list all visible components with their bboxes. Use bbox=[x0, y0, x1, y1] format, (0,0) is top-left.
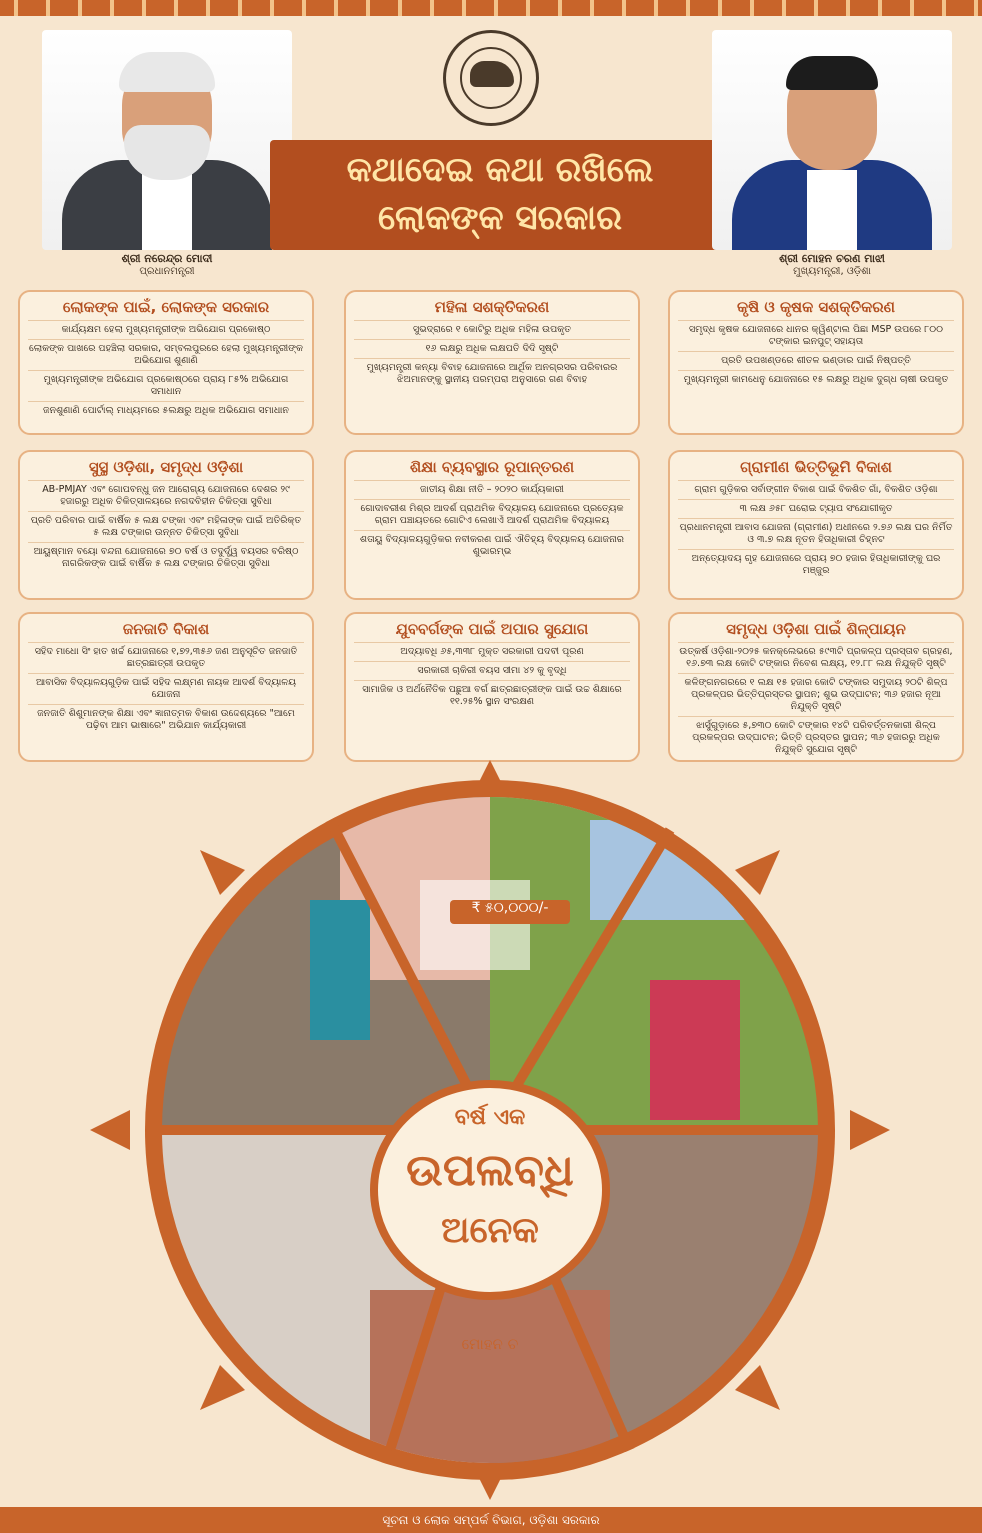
portrait-prime-minister bbox=[42, 30, 292, 250]
card-item: ଆୟୁଷ୍ମାନ ବୟୋ ବନ୍ଦନା ଯୋଜନାରେ ୭୦ ବର୍ଷ ଓ ତଦୁର୍ଦ୍ଧ୍ୱ ବୟସର ବରିଷ୍ଠ ନାଗରିକଙ୍କ ପାଇଁ ବାର୍ଷିକ ୫ ଲକ୍ଷ ଟଙ୍କାର ଚିକିତ୍ସା ସୁବିଧା bbox=[28, 542, 304, 573]
card-item: ସୁଭଦ୍ରାରେ ୧ କୋଟିରୁ ଅଧିକ ମହିଳା ଉପକୃତ bbox=[354, 320, 630, 339]
hub-text-line-2: ଉପଲବ୍ଧି bbox=[406, 1145, 574, 1196]
card-item: ଆବାସିକ ବିଦ୍ୟାଳୟଗୁଡ଼ିକ ପାଇଁ ସହିଦ ଲକ୍ଷ୍ମଣ ନାୟକ ଆଦର୍ଶ ବିଦ୍ୟାଳୟ ଯୋଜନା bbox=[28, 673, 304, 704]
card-item: ଲୋକଙ୍କ ପାଖରେ ପହଞ୍ଚିଲା ସରକାର, ସମ୍ବଲପୁରରେ ହେଲା ମୁଖ୍ୟମନ୍ତ୍ରୀଙ୍କ ଅଭିଯୋଗ ଶୁଣାଣି bbox=[28, 339, 304, 370]
card-item: AB-PMJAY ଏବଂ ଗୋପବନ୍ଧୁ ଜନ ଆରୋଗ୍ୟ ଯୋଜନାରେ ଦେଶର ୨୯ ହଜାରରୁ ଅଧିକ ଚିକିତ୍ସାଳୟରେ ନଗଦବିହୀନ ଚିକିତ୍ସା ସୁବିଧା bbox=[28, 480, 304, 511]
card-title: କୃଷି ଓ କୃଷକ ସଶକ୍ତିକରଣ bbox=[737, 298, 895, 316]
odisha-emblem-icon bbox=[443, 30, 539, 126]
card-item: ଝାର୍ସୁଗୁଡ଼ାରେ ୫,୭୩୦ କୋଟି ଟଙ୍କାର ୧୪ଟି ପରିବର୍ତ୍ତନକାରୀ ଶିଳ୍ପ ପ୍ରକଳ୍ପର ଉଦ୍‌ଘାଟନ; ଭିତ୍ତି ପ୍ରସ୍ତର ସ୍ଥାପନ; ୩୬ ହଜାରରୁ ଅଧିକ ନିଯୁକ୍ତି ସୁଯୋଗ ସୃଷ୍ଟି bbox=[678, 716, 954, 759]
shirt-shape bbox=[807, 170, 857, 250]
wheel-spike bbox=[735, 850, 780, 895]
right-leader-role: ମୁଖ୍ୟମନ୍ତ୍ରୀ, ଓଡ଼ିଶା bbox=[793, 266, 871, 277]
card-industrialization bbox=[668, 612, 964, 762]
card-item: ଜନଜାତି ଶିଶୁମାନଙ୍କ ଶିକ୍ଷା ଏବଂ ଜ୍ଞାନାତ୍ମକ ବିକାଶ ଉଦ୍ଦେଶ୍ୟରେ "ଆମେ ପଢ଼ିବା ଆମ ଭାଷାରେ" ଅଭିଯାନ କାର୍ଯ୍ୟକାରୀ bbox=[28, 704, 304, 735]
card-item: ଗ୍ରାମ ଗୁଡ଼ିକର ସର୍ବାଙ୍ଗୀନ ବିକାଶ ପାଇଁ ବିକଶିତ ଗାଁ, ବିକଶିତ ଓଡ଼ିଶା bbox=[678, 480, 954, 499]
card-item: ୩ ଲକ୍ଷ ୬୫୮ ଘରୋଇ ଟ୍ୟାପ ସଂଯୋଗୀକୃତ bbox=[678, 499, 954, 518]
card-item: ମୁଖ୍ୟମନ୍ତ୍ରୀ କନ୍ୟା ବିବାହ ଯୋଜନାରେ ଆର୍ଥିକ ଅନଗ୍ରସର ପରିବାରର ଝିଅମାନଙ୍କୁ ସ୍ଥାନୀୟ ପରମ୍ପରା ଅନୁସାରେ ଗଣ ବିବାହ bbox=[354, 358, 630, 389]
title-line-2: ଲୋକଙ୍କ ସରକାର bbox=[377, 198, 623, 238]
shirt-shape bbox=[142, 170, 192, 250]
card-item: ପ୍ରତି ଉପଖଣ୍ଡରେ ଶୀତଳ ଭଣ୍ଡାର ପାଇଁ ନିଷ୍ପତ୍ତି bbox=[678, 351, 954, 370]
title-line-1: କଥାଦେଇ କଥା ରଖିଲେ bbox=[346, 150, 654, 190]
card-title: ଜନଜାତି ବିକାଶ bbox=[122, 620, 210, 638]
card-youth-opportunity bbox=[344, 612, 640, 762]
achievement-wheel bbox=[70, 760, 910, 1500]
card-title: ମହିଳା ସଶକ୍ତିକରଣ bbox=[434, 298, 550, 316]
worker-shape bbox=[310, 900, 370, 1040]
portrait-chief-minister bbox=[712, 30, 952, 250]
card-women-empowerment bbox=[344, 290, 640, 435]
right-leader-name: ଶ୍ରୀ ମୋହନ ଚରଣ ମାଝୀ bbox=[779, 252, 885, 265]
wheel-spike bbox=[850, 1110, 890, 1150]
card-item: ମୁଖ୍ୟମନ୍ତ୍ରୀଙ୍କ ଅଭିଯୋଗ ପ୍ରକୋଷ୍ଠରେ ପ୍ରାୟ ୮୫% ଅଭିଯୋଗ ସମାଧାନ bbox=[28, 370, 304, 401]
card-title: ଯୁବବର୍ଗଙ୍କ ପାଇଁ ଅପାର ସୁଯୋଗ bbox=[395, 620, 589, 638]
left-leader-name: ଶ୍ରୀ ନରେନ୍ଦ୍ର ମୋଦୀ bbox=[121, 252, 213, 265]
card-title: ସୁସ୍ଥ ଓଡ଼ିଶା, ସମୃଦ୍ଧ ଓଡ଼ିଶା bbox=[88, 458, 244, 476]
card-title: ସମୃଦ୍ଧ ଓଡ଼ିଶା ପାଇଁ ଶିଳ୍ପାୟନ bbox=[726, 620, 906, 638]
cheque-amount: ₹ ୫୦,୦୦୦/- bbox=[450, 900, 570, 924]
hub-text-line-1: ବର୍ଷ ଏକ bbox=[454, 1105, 526, 1130]
decorative-top-border bbox=[0, 0, 982, 16]
card-people-government bbox=[18, 290, 314, 435]
wheel-spike bbox=[200, 1365, 245, 1410]
card-title: ଶିକ୍ଷା ବ୍ୟବସ୍ଥାର ରୂପାନ୍ତରଣ bbox=[409, 458, 575, 476]
card-item: ଉତ୍କର୍ଷ ଓଡ଼ିଶା-୨୦୨୫ କନକ୍ଲେଭରେ ୫୯୩ଟି ପ୍ରକଳ୍ପ ପ୍ରସ୍ତାବ ଗ୍ରହଣ, ୧୬.୭୩ ଲକ୍ଷ କୋଟି ଟଙ୍କାର ନିବେଶ ଲକ୍ଷ୍ୟ, ୧୨.୮୮ ଲକ୍ଷ ନିଯୁକ୍ତି ସୃଷ୍ଟି bbox=[678, 642, 954, 673]
card-rural-infrastructure bbox=[668, 450, 964, 600]
card-item: ଗୋଦାବରୀଶ ମିଶ୍ର ଆଦର୍ଶ ପ୍ରାଥମିକ ବିଦ୍ୟାଳୟ ଯୋଜନାରେ ପ୍ରତ୍ୟେକ ଗ୍ରାମ ପଞ୍ଚାୟତରେ ଗୋଟିଏ ଲେଖାଏଁ ଆଦର୍ଶ ପ୍ରାଥମିକ ବିଦ୍ୟାଳୟ bbox=[354, 499, 630, 530]
left-leader-role: ପ୍ରଧାନମନ୍ତ୍ରୀ bbox=[139, 266, 195, 277]
card-item: ସରକାରୀ ଚାକିରୀ ବୟସ ସୀମା ୪୨ କୁ ବୃଦ୍ଧି bbox=[354, 661, 630, 680]
card-item: ପ୍ରଧାନମନ୍ତ୍ରୀ ଆବାସ ଯୋଜନା (ଗ୍ରାମୀଣ) ଅଧୀନରେ ୨.୭୬ ଲକ୍ଷ ଘର ନିର୍ମିତ ଓ ୩.୭ ଲକ୍ଷ ନୂତନ ହିତାଧିକାରୀ ଚିହ୍ନଟ bbox=[678, 518, 954, 549]
wheel-spike bbox=[90, 1110, 130, 1150]
hub-text-line-3: ଅନେକ bbox=[441, 1210, 539, 1251]
card-item: ସହିଦ ମାଧୋ ସିଂ ହାତ ଖର୍ଚ୍ଚ ଯୋଜନାରେ ୧,୭୨,୩୫୬ ଜଣ ଅନୁସୂଚିତ ଜନଜାତି ଛାତ୍ରଛାତ୍ରୀ ଉପକୃତ bbox=[28, 642, 304, 673]
card-item: ଶତାୟୁ ବିଦ୍ୟାଳୟଗୁଡ଼ିକର ନବୀକରଣ ପାଇଁ ଐତିହ୍ୟ ବିଦ୍ୟାଳୟ ଯୋଜନାର ଶୁଭାରମ୍ଭ bbox=[354, 530, 630, 561]
event-banner-text: ମୋହନ ଚ bbox=[461, 1335, 519, 1353]
card-healthy-odisha bbox=[18, 450, 314, 600]
hair-shape bbox=[786, 56, 878, 90]
card-item: କାର୍ଯ୍ୟକ୍ଷମ ହେଲା ମୁଖ୍ୟମନ୍ତ୍ରୀଙ୍କ ଅଭିଯୋଗ ପ୍ରକୋଷ୍ଠ bbox=[28, 320, 304, 339]
card-tribal-development bbox=[18, 612, 314, 762]
card-item: ଜାତୀୟ ଶିକ୍ଷା ନୀତି – ୨୦୨୦ କାର୍ଯ୍ୟକାରୀ bbox=[354, 480, 630, 499]
hair-shape bbox=[119, 52, 215, 92]
card-item: ସାମାଜିକ ଓ ଅର୍ଥନୈତିକ ପଛୁଆ ବର୍ଗ ଛାତ୍ରଛାତ୍ରୀଙ୍କ ପାଇଁ ଉଚ୍ଚ ଶିକ୍ଷାରେ ୧୧.୨୫% ସ୍ଥାନ ସଂରକ୍ଷଣ bbox=[354, 680, 630, 711]
card-item: କଳିଙ୍ଗନଗରରେ ୧ ଲକ୍ଷ ୧୫ ହଜାର କୋଟି ଟଙ୍କାର ସମୁଦାୟ ୨୦ଟି ଶିଳ୍ପ ପ୍ରକଳ୍ପର ଭିତ୍ତିପ୍ରସ୍ତର ସ୍ଥାପନ; ଶୁଭ ଉଦ୍‌ଘାଟନ; ୩୬ ହଜାର ନୂଆ ନିଯୁକ୍ତି ସୃଷ୍ଟି bbox=[678, 673, 954, 716]
card-item: ଅଦ୍ୟାବଧି ୬୫,୩୩୮ ମୁକ୍ତ ସରକାରୀ ପଦବୀ ପୂରଣ bbox=[354, 642, 630, 661]
farmer-shape bbox=[650, 980, 740, 1120]
cheque-shape bbox=[420, 880, 530, 970]
wheel-spike bbox=[200, 850, 245, 895]
card-title: ଲୋକଙ୍କ ପାଇଁ, ଲୋକଙ୍କ ସରକାର bbox=[62, 298, 270, 316]
card-item: ପ୍ରତି ପରିବାର ପାଇଁ ବାର୍ଷିକ ୫ ଲକ୍ଷ ଟଙ୍କା ଏବଂ ମହିଳାଙ୍କ ପାଇଁ ଅତିରିକ୍ତ ୫ ଲକ୍ଷ ଟଙ୍କାର ଉନ୍ନତ ଚିକିତ୍ସା ସୁବିଧା bbox=[28, 511, 304, 542]
card-title: ଗ୍ରାମୀଣ ଭିତ୍ତିଭୂମି ବିକାଶ bbox=[740, 458, 892, 476]
card-item: ମୁଖ୍ୟମନ୍ତ୍ରୀ କାମଧେନୁ ଯୋଜନାରେ ୧୫ ଲକ୍ଷରୁ ଅଧିକ ଦୁଗ୍ଧ ଚାଷୀ ଉପକୃତ bbox=[678, 370, 954, 389]
card-item: ଅନ୍ତ୍ୟୋଦୟ ଗୃହ ଯୋଜନାରେ ପ୍ରାୟ ୭୦ ହଜାର ହିତାଧିକାରୀଙ୍କୁ ଘର ମଞ୍ଜୁର bbox=[678, 549, 954, 580]
card-agriculture bbox=[668, 290, 964, 435]
footer-text: ସୂଚନା ଓ ଲୋକ ସମ୍ପର୍କ ବିଭାଗ, ଓଡ଼ିଶା ସରକାର bbox=[382, 1513, 600, 1527]
card-item: ସମୃଦ୍ଧ କୃଷକ ଯୋଜନାରେ ଧାନର କ୍ୱିଣ୍ଟାଲ ପିଛା MSP ଉପରେ ୮୦୦ ଟଙ୍କାର ଇନପୁଟ୍ ସହାୟତା bbox=[678, 320, 954, 351]
card-item: ଜନଶୁଣାଣି ପୋର୍ଟାଲ୍ ମାଧ୍ୟମରେ ୫ଲକ୍ଷରୁ ଅଧିକ ଅଭିଯୋଗ ସମାଧାନ bbox=[28, 401, 304, 420]
wheel-spike bbox=[735, 1365, 780, 1410]
card-education bbox=[344, 450, 640, 600]
card-item: ୧୬ ଲକ୍ଷରୁ ଅଧିକ ଲକ୍ଷପତି ଦିଦି ସୃଷ୍ଟି bbox=[354, 339, 630, 358]
